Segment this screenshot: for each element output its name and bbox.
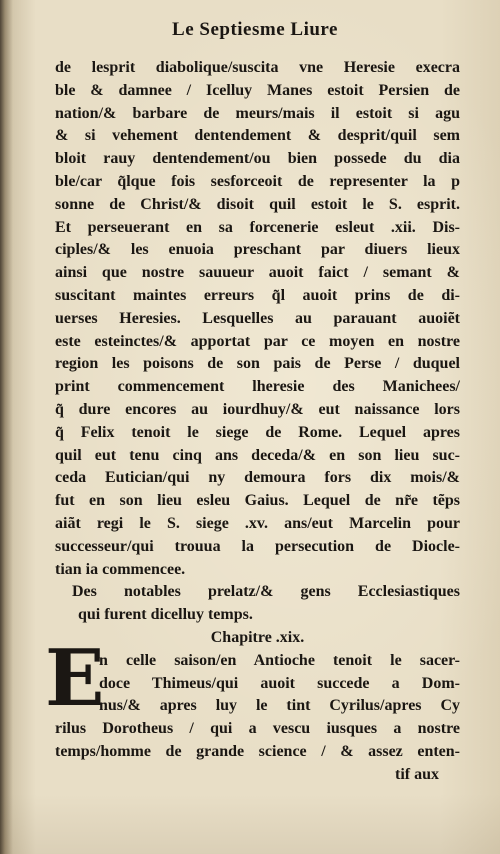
body-line: nation/& barbare de meurs/mais il estoit si agu bbox=[55, 104, 460, 122]
chapter-line: temps/homme de grande science / & assez enten- bbox=[55, 742, 460, 760]
body-line: uerses Heresies. Lesquelles au parauant auoiẽt bbox=[55, 309, 460, 327]
body-line: de lesprit diabolique/suscita vne Heresie execra bbox=[55, 59, 460, 76]
chapter-line: doce Thimeus/qui auoit succede a Dom- bbox=[99, 674, 460, 692]
body-line: successeur/qui trouua la persecution de Diocle- bbox=[55, 537, 460, 555]
drop-cap-initial: E bbox=[45, 633, 105, 724]
body-line: ainsi que nostre sauueur auoit faict / semant & bbox=[55, 264, 460, 282]
body-line: Et perseuerant en sa forcenerie esleut .xii. Dis- bbox=[55, 218, 460, 236]
body-line: print commencement lheresie des Manichees/ bbox=[55, 378, 460, 396]
chapter-line: nus/& apres luy le tint Cyrilus/apres Cy bbox=[99, 697, 460, 715]
body-line: este esteinctes/& apportat par ce moyen en nostre bbox=[55, 332, 460, 350]
body-line: sonne de Christ/& disoit quil estoit le S. esprit. bbox=[55, 195, 460, 213]
body-line: ciples/& les enuoia preschant par diuers lieux bbox=[55, 241, 460, 259]
section-heading-line: Des notables prelatz/& gens Ecclesiastiques bbox=[72, 583, 460, 601]
body-line: q̃ dure encores au iourdhuy/& eut naissance lors bbox=[55, 400, 460, 418]
body-line: quil eut tenu cinq ans deceda/& en son lieu suc- bbox=[55, 446, 460, 464]
body-line: ble/car q̃lque fois sesforceoit de representer la p bbox=[55, 172, 460, 190]
section-heading-line: qui furent dicelluy temps. bbox=[78, 606, 253, 624]
chapter-line: n celle saison/en Antioche tenoit le sacer- bbox=[99, 651, 460, 669]
body-line: q̃ Felix tenoit le siege de Rome. Lequel apres bbox=[55, 423, 460, 441]
chapter-label: Chapitre .xix. bbox=[210, 628, 305, 646]
body-line: & si vehement dentendement & desprit/quil sem bbox=[55, 127, 460, 145]
body-line: ble & damnee / Icelluy Manes estoit Persien de bbox=[55, 81, 460, 99]
chapter-line: rilus Dorotheus / qui a vescu iusques a nostre bbox=[55, 720, 460, 738]
body-line: ceda Eutician/qui ny demoura fors dix mois/& bbox=[55, 469, 460, 487]
body-line: bloit rauy dentendement/ou bien possede du dia bbox=[55, 150, 460, 168]
body-line-last: tian ia commencee. bbox=[55, 560, 186, 578]
running-header-title: Le Septiesme Liure bbox=[172, 19, 338, 40]
body-line: aiãt regi le S. siege .xv. ans/eut Marcelin pour bbox=[55, 514, 460, 532]
text-block bbox=[45, 57, 460, 787]
body-line: fut en son lieu esleu Gaius. Lequel de nr̃e tẽps bbox=[55, 492, 460, 510]
body-line: region les poisons de son pais de Perse / duquel bbox=[55, 355, 460, 373]
catchword-line: tif aux bbox=[395, 765, 439, 783]
body-line: suscitant maintes erreurs q̃l auoit prins de di- bbox=[55, 286, 460, 304]
